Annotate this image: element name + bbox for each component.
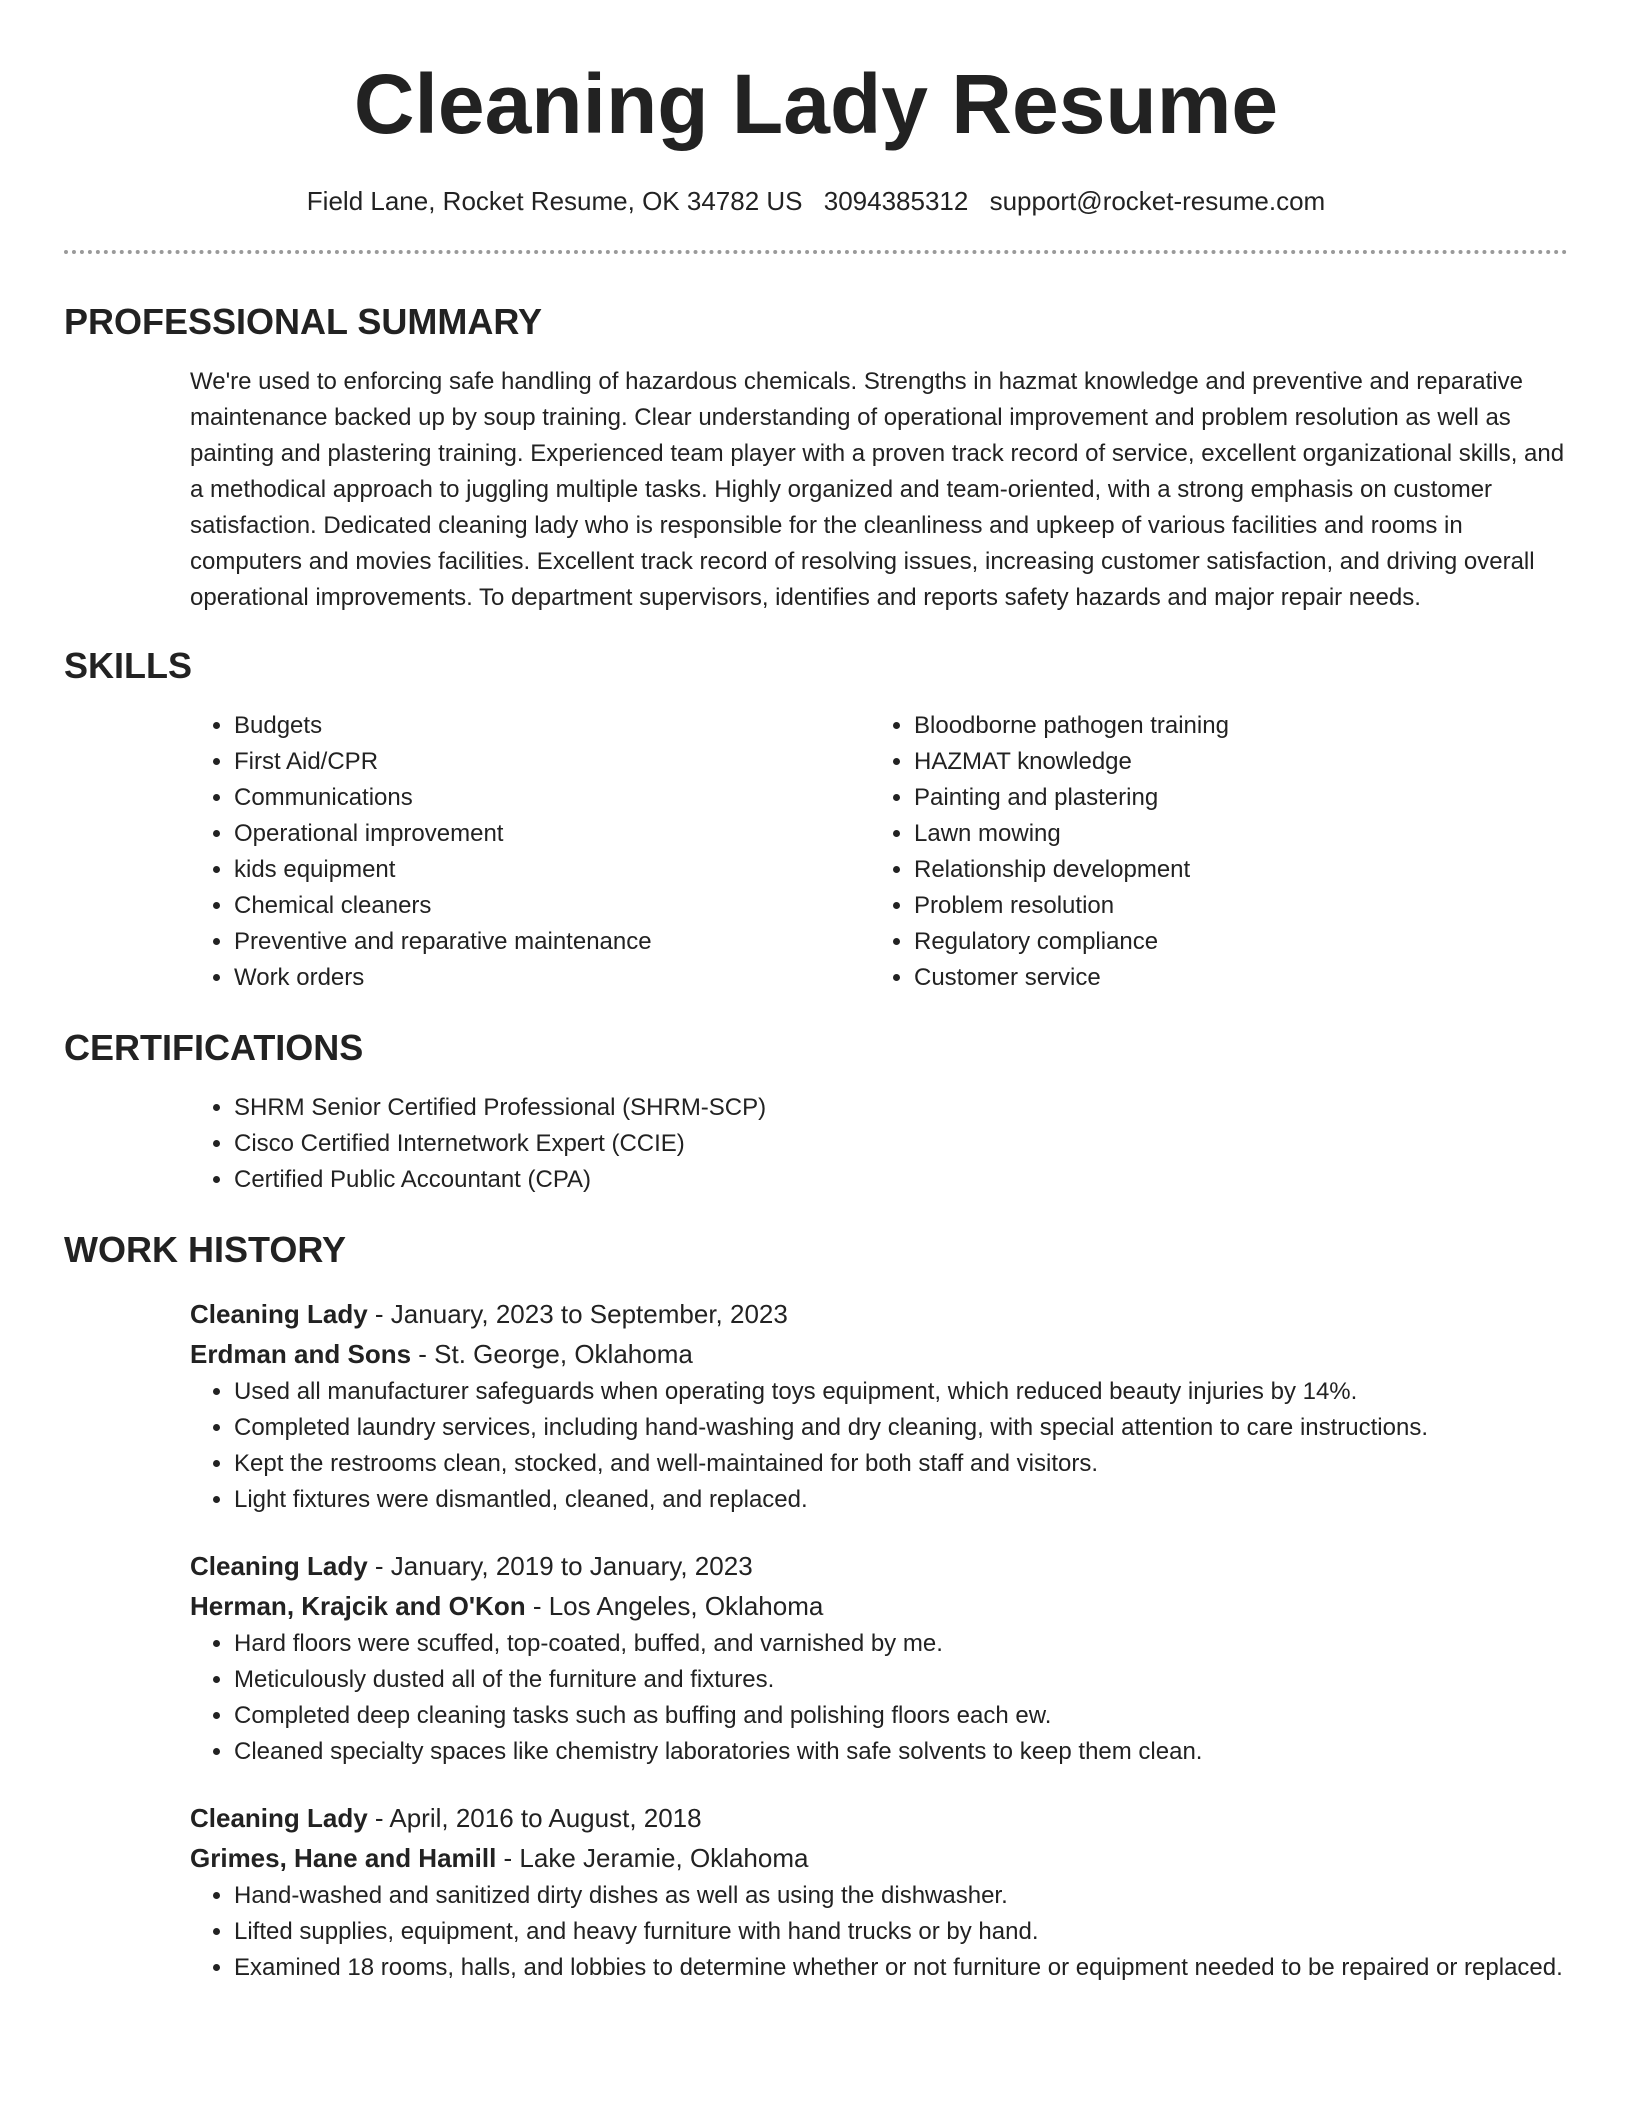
skill-item: • Chemical cleaners <box>234 888 870 924</box>
skill-item: • Painting and plastering <box>914 780 1550 816</box>
skill-item: • Relationship development <box>914 852 1550 888</box>
job-dates: - January, 2023 to September, 2023 <box>367 1299 788 1329</box>
certifications-list <box>190 1090 1568 1198</box>
skill-item: • HAZMAT knowledge <box>914 744 1550 780</box>
job-company: Herman, Krajcik and O'Kon <box>190 1591 526 1621</box>
job-entry <box>190 1294 1568 1518</box>
job-duty: • Kept the restrooms clean, stocked, and well-maintained for both staff and visitors. <box>234 1446 1568 1482</box>
job-company: Grimes, Hane and Hamill <box>190 1843 497 1873</box>
job-duties <box>190 1878 1568 1986</box>
skill-item: • Lawn mowing <box>914 816 1550 852</box>
skill-item: • First Aid/CPR <box>234 744 870 780</box>
job-company-line <box>190 1334 1568 1374</box>
summary-text: We're used to enforcing safe handling of hazardous chemicals. Strengths in hazmat knowledge and preventive and reparative maintenance backed up by soup training. Clear understanding of operational improvement and problem resolution as well as painting and plastering training. Experienced team player with a proven track record of service, excellent organizational skills, and a methodical approach to juggling multiple tasks. Highly organized and team-oriented, with a strong emphasis on customer satisfaction. Dedicated cleaning lady who is responsible for the cleanliness and upkeep of various facilities and rooms in computers and movies facilities. Excellent track record of resolving issues, increasing customer satisfaction, and driving overall operational improvements. To department supervisors, identifies and reports safety hazards and major repair needs. <box>190 368 1565 611</box>
skill-item: • Bloodborne pathogen training <box>914 708 1550 744</box>
job-location: - Los Angeles, Oklahoma <box>525 1591 824 1621</box>
summary-heading: PROFESSIONAL SUMMARY <box>64 301 543 342</box>
job-company-line <box>190 1586 1568 1626</box>
job-dates: - April, 2016 to August, 2018 <box>367 1803 702 1833</box>
skill-item: • Problem resolution <box>914 888 1550 924</box>
contact-phone: 3094385312 <box>823 186 969 216</box>
job-company-line <box>190 1838 1568 1878</box>
job-role-line <box>190 1798 1568 1838</box>
skill-item: • Preventive and reparative maintenance <box>234 924 870 960</box>
job-role: Cleaning Lady <box>190 1299 368 1329</box>
skill-item: • Work orders <box>234 960 870 996</box>
job-duty: • Completed laundry services, including hand-washing and dry cleaning, with special attention to care instructions. <box>234 1410 1568 1446</box>
skill-item: • Operational improvement <box>234 816 870 852</box>
job-duty: • Used all manufacturer safeguards when operating toys equipment, which reduced beauty injuries by 14%. <box>234 1374 1568 1410</box>
job-dates: - January, 2019 to January, 2023 <box>367 1551 753 1581</box>
job-duty: • Cleaned specialty spaces like chemistry laboratories with safe solvents to keep them clean. <box>234 1734 1568 1770</box>
job-role: Cleaning Lady <box>190 1803 368 1833</box>
job-duty: • Hand-washed and sanitized dirty dishes as well as using the dishwasher. <box>234 1878 1568 1914</box>
work-history-heading: WORK HISTORY <box>64 1229 347 1270</box>
job-duty: • Meticulously dusted all of the furniture and fixtures. <box>234 1662 1568 1698</box>
skills-list <box>190 708 1568 996</box>
job-entry <box>190 1798 1568 1986</box>
skill-item: • Regulatory compliance <box>914 924 1550 960</box>
contact-address: Field Lane, Rocket Resume, OK 34782 US <box>306 186 803 216</box>
skill-item: • Budgets <box>234 708 870 744</box>
job-duty: • Examined 18 rooms, halls, and lobbies to determine whether or not furniture or equipment needed to be repaired or replaced. <box>234 1950 1568 1986</box>
job-company: Erdman and Sons <box>190 1339 412 1369</box>
job-role-line <box>190 1294 1568 1334</box>
job-duty: • Light fixtures were dismantled, cleaned, and replaced. <box>234 1482 1568 1518</box>
job-entry <box>190 1546 1568 1770</box>
job-duties <box>190 1374 1568 1518</box>
skills-heading: SKILLS <box>64 645 193 686</box>
certification-item: • Cisco Certified Internetwork Expert (CCIE) <box>234 1126 1568 1162</box>
job-duty: • Hard floors were scuffed, top-coated, buffed, and varnished by me. <box>234 1626 1568 1662</box>
skill-item: • kids equipment <box>234 852 870 888</box>
skills-column-right <box>870 708 1550 996</box>
job-role-line <box>190 1546 1568 1586</box>
job-duties <box>190 1626 1568 1770</box>
job-location: - Lake Jeramie, Oklahoma <box>496 1843 809 1873</box>
skill-item: • Communications <box>234 780 870 816</box>
certifications-heading: CERTIFICATIONS <box>64 1027 364 1068</box>
certification-item: • Certified Public Accountant (CPA) <box>234 1162 1568 1198</box>
job-duty: • Lifted supplies, equipment, and heavy furniture with hand trucks or by hand. <box>234 1914 1568 1950</box>
contact-email: support@rocket-resume.com <box>989 186 1326 216</box>
certification-item: • SHRM Senior Certified Professional (SHRM-SCP) <box>234 1090 1568 1126</box>
job-location: - St. George, Oklahoma <box>411 1339 693 1369</box>
contact-line <box>64 184 1568 218</box>
header-divider <box>64 250 1568 254</box>
job-role: Cleaning Lady <box>190 1551 368 1581</box>
skill-item: • Customer service <box>914 960 1550 996</box>
job-duty: • Completed deep cleaning tasks such as buffing and polishing floors each ew. <box>234 1698 1568 1734</box>
skills-column-left <box>190 708 870 996</box>
resume-title: Cleaning Lady Resume <box>353 57 1279 151</box>
